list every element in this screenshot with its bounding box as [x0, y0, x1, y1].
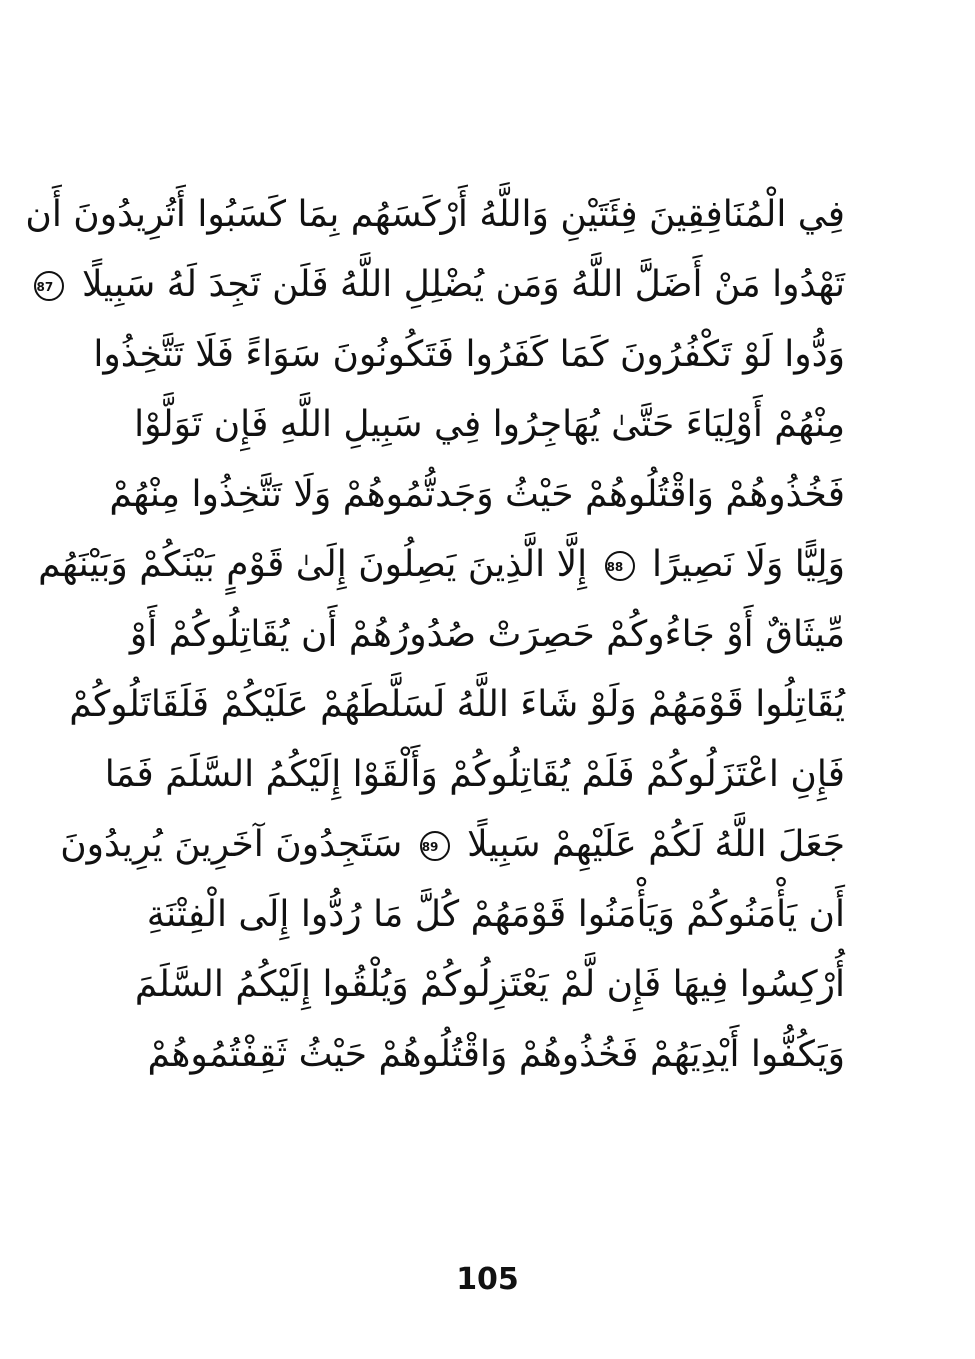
verse-number-marker: 88 — [605, 551, 635, 581]
verse-number-marker: 87 — [34, 271, 64, 301]
text-line — [147, 1020, 845, 1090]
text-line — [69, 670, 845, 740]
text-line — [93, 320, 845, 390]
verse-number-marker: 89 — [420, 831, 450, 861]
verse-text: فَخُذُوهُمْ وَاقْتُلُوهُمْ حَيْثُ وَجَدتُّمُوهُمْ وَلَا تَتَّخِذُوا مِنْهُمْ — [109, 474, 845, 515]
text-line — [36, 250, 845, 320]
verse-text: أُرْكِسُوا فِيهَا فَإِن لَّمْ يَعْتَزِلُوكُمْ وَيُلْقُوا إِلَيْكُمُ السَّلَمَ — [134, 964, 845, 1005]
verse-text: فِي الْمُنَافِقِينَ فِئَتَيْنِ وَاللَّهُ أَرْكَسَهُم بِمَا كَسَبُوا أَتُرِيدُونَ أَن — [25, 194, 845, 235]
page-number: 105 — [456, 1262, 519, 1297]
verse-text: مِنْهُمْ أَوْلِيَاءَ حَتَّىٰ يُهَاجِرُوا فِي سَبِيلِ اللَّهِ فَإِن تَوَلَّوْا — [134, 404, 845, 445]
verse-text: مِّيثَاقٌ أَوْ جَاءُوكُمْ حَصِرَتْ صُدُورُهُمْ أَن يُقَاتِلُوكُمْ أَوْ — [129, 614, 845, 655]
verse-text: يُقَاتِلُوا قَوْمَهُمْ وَلَوْ شَاءَ اللَّهُ لَسَلَّطَهُمْ عَلَيْكُمْ فَلَقَاتَلُوكُمْ — [69, 684, 845, 725]
verse-text: جَعَلَ اللَّهُ لَكُمْ عَلَيْهِمْ سَبِيلًا — [467, 824, 845, 865]
text-line — [134, 390, 845, 460]
verse-text: وَلِيًّا وَلَا نَصِيرًا — [652, 544, 845, 585]
text-line — [60, 810, 845, 880]
verse-text: إِلَّا الَّذِينَ يَصِلُونَ إِلَىٰ قَوْمٍ بَيْنَكُمْ وَبَيْنَهُم — [38, 544, 588, 585]
text-line — [134, 950, 845, 1020]
text-line — [146, 880, 845, 950]
text-line — [109, 460, 845, 530]
text-line — [129, 600, 845, 670]
verse-text: وَدُّوا لَوْ تَكْفُرُونَ كَمَا كَفَرُوا فَتَكُونُونَ سَوَاءً فَلَا تَتَّخِذُوا — [93, 334, 845, 375]
text-line — [25, 180, 845, 250]
text-line — [38, 530, 845, 600]
verse-text: سَتَجِدُونَ آخَرِينَ يُرِيدُونَ — [60, 824, 403, 865]
verse-text: أَن يَأْمَنُوكُمْ وَيَأْمَنُوا قَوْمَهُمْ كُلَّ مَا رُدُّوا إِلَى الْفِتْنَةِ — [146, 894, 845, 935]
text-line — [104, 740, 845, 810]
quran-text-block — [25, 180, 845, 1090]
verse-text: وَيَكُفُّوا أَيْدِيَهُمْ فَخُذُوهُمْ وَاقْتُلُوهُمْ حَيْثُ ثَقِفْتُمُوهُمْ — [147, 1034, 845, 1075]
verse-text: فَإِنِ اعْتَزَلُوكُمْ فَلَمْ يُقَاتِلُوكُمْ وَأَلْقَوْا إِلَيْكُمُ السَّلَمَ فَمَا — [104, 754, 845, 795]
verse-text: تَهْدُوا مَنْ أَضَلَّ اللَّهُ وَمَن يُضْلِلِ اللَّهُ فَلَن تَجِدَ لَهُ سَبِيلًا — [81, 264, 845, 305]
